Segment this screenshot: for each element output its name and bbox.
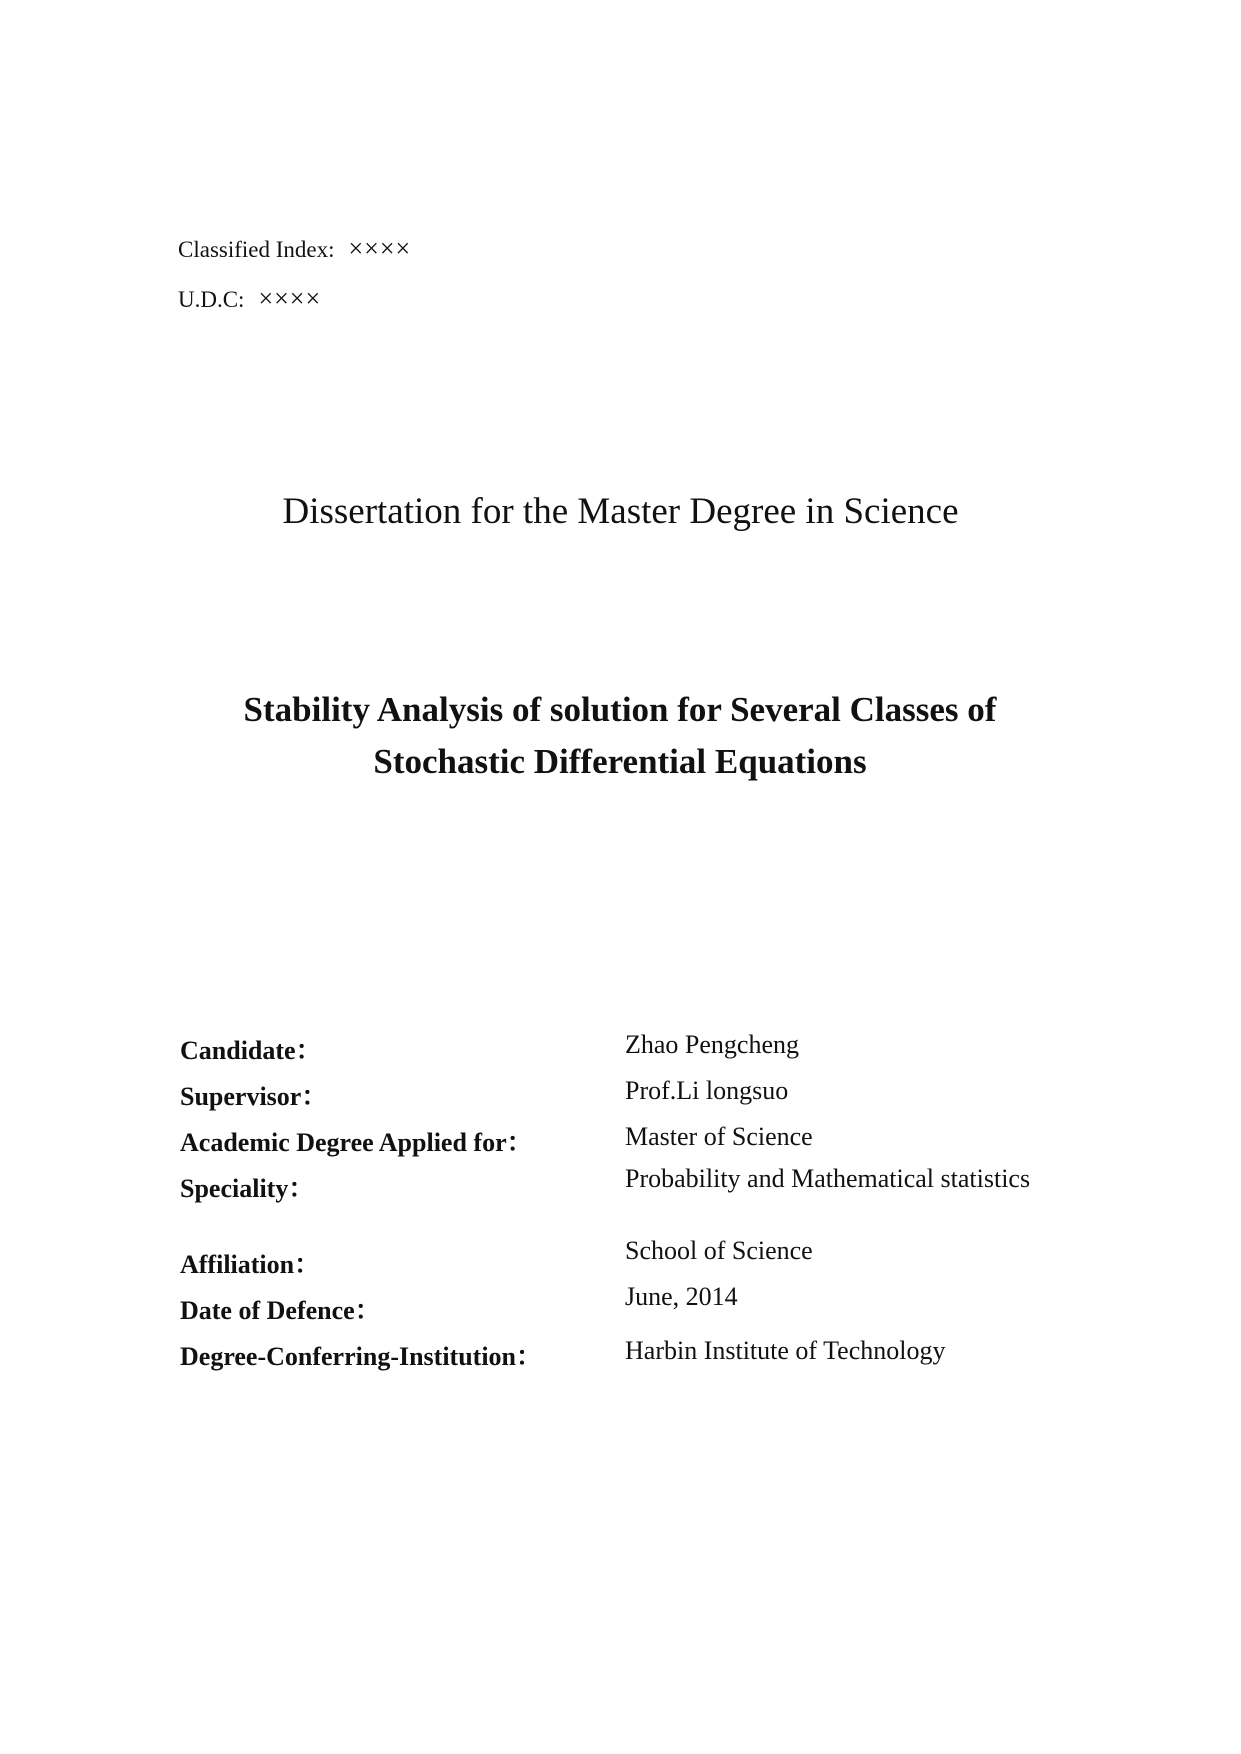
- thesis-title-line-1: Stability Analysis of solution for Several Classes of: [243, 690, 997, 729]
- classified-index-label: Classified Index:: [178, 237, 335, 262]
- supervisor-label: Supervisor：: [180, 1082, 328, 1111]
- candidate-value: Zhao Pengcheng: [625, 1030, 800, 1059]
- udc: [178, 284, 321, 315]
- udc-value: ××××: [258, 284, 322, 313]
- degree-title: Dissertation for the Master Degree in Science: [282, 491, 959, 532]
- institution-label: Degree-Conferring-Institution：: [180, 1342, 543, 1371]
- institution-value: Harbin Institute of Technology: [625, 1336, 946, 1365]
- classified-index: [178, 234, 411, 265]
- academic-degree-label: Academic Degree Applied for：: [180, 1128, 533, 1157]
- thesis-title: [150, 684, 1090, 788]
- academic-degree-value: Master of Science: [625, 1122, 813, 1151]
- date-of-defence-label: Date of Defence：: [180, 1296, 381, 1325]
- speciality-label: Speciality：: [180, 1174, 315, 1203]
- date-of-defence-value: June, 2014: [625, 1282, 738, 1311]
- affiliation-label: Affiliation：: [180, 1250, 321, 1279]
- udc-label: U.D.C:: [178, 287, 245, 312]
- thesis-title-line-2: Stochastic Differential Equations: [373, 742, 867, 781]
- speciality-value: Probability and Mathematical statistics: [625, 1164, 1031, 1193]
- classified-index-value: ××××: [348, 234, 412, 263]
- affiliation-value: School of Science: [625, 1236, 813, 1265]
- supervisor-value: Prof.Li longsuo: [625, 1076, 789, 1105]
- candidate-label: Candidate：: [180, 1036, 322, 1065]
